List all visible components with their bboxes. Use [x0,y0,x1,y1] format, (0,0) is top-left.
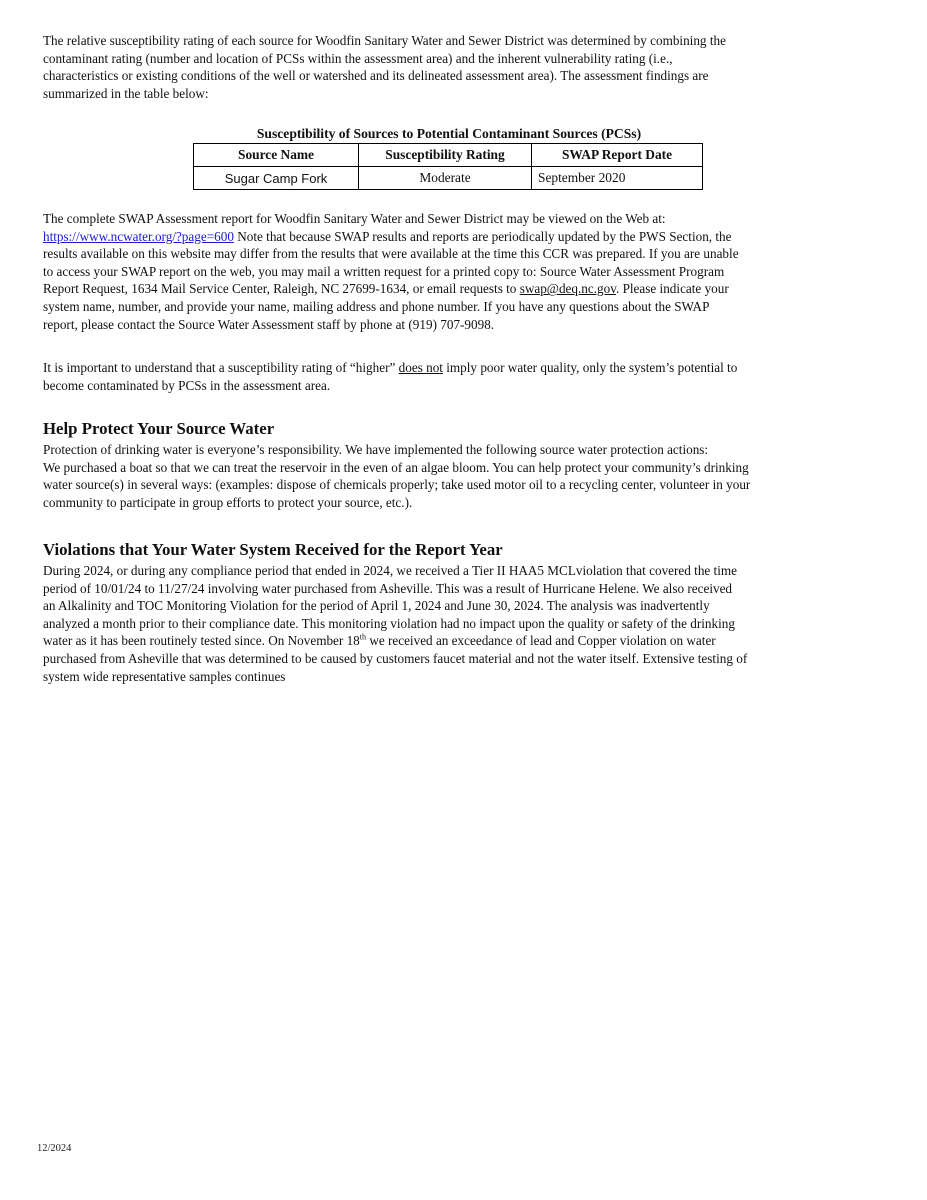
footer-date: 12/2024 [37,1143,72,1154]
column-header-source-name: Source Name [194,144,359,167]
intro-line: contaminant rating (number and location of PCSs within the assessment area) and the inherent vulnerability rating (i.e., [43,50,673,66]
swap-line: results available on this website may differ from the results that were available at the time this CCR was prepared. If you are unable [43,246,739,262]
intro-line: characteristics or existing conditions of the well or watershed and its delineated assessment area). The assessment findings are [43,68,709,84]
violations-line: period of 10/01/24 to 11/27/24 involving water purchased from Asheville. This was a result of Hurricane Helene. We also received [43,580,733,596]
column-header-swap-report-date: SWAP Report Date [532,144,703,167]
violations-line: system wide representative samples continues [43,668,286,684]
important-text: It is important to understand that a susceptibility rating of “higher” [43,360,399,375]
important-line: become contaminated by PCSs in the assessment area. [43,377,331,393]
swap-email-link[interactable]: swap@deq.nc.gov [519,281,616,297]
swap-report-link[interactable]: https://www.ncwater.org/?page=600 [43,228,234,244]
swap-line-text: . Please indicate your [615,281,729,297]
intro-line: The relative susceptibility rating of each source for Woodfin Sanitary Water and Sewer District was determined by combining the [43,33,726,48]
violations-paragraph [43,562,873,685]
table-row [194,167,703,190]
important-text: imply poor water quality, only the system’s potential to [442,360,738,375]
intro-paragraph [43,32,873,102]
swap-line: to access your SWAP report on the web, you may mail a written request for a printed copy to: Source Water Assessment Program [43,263,725,279]
violations-heading: Violations that Your Water System Received for the Report Year [43,540,503,559]
violations-line: purchased from Asheville that was determined to be caused by customers faucet material and not the water itself. Extensive testing of [43,650,748,666]
violations-line: During 2024, or during any compliance period that ended in 2024, we received a Tier II HAA5 MCLviolation that covered the time [43,563,737,578]
swap-line-text: Note that because SWAP results and reports are periodically updated by the PWS Section, the [233,228,732,244]
violations-line: analyzed a month prior to their compliance date. This monitoring violation had no impact upon the quality or safety of the drinking [43,615,735,631]
swap-line [43,228,873,246]
susceptibility-table [193,143,703,190]
column-header-susceptibility-rating: Susceptibility Rating [359,144,532,167]
swap-line-text: Report Request, 1634 Mail Service Center, Raleigh, NC 27699-1634, or email requests to [43,281,520,297]
table-caption: Susceptibility of Sources to Potential Contaminant Sources (PCSs) [256,126,642,141]
swap-line: The complete SWAP Assessment report for Woodfin Sanitary Water and Sewer District may be viewed on the Web at: [43,211,666,226]
swap-paragraph [43,210,873,333]
ordinal-suffix: th [359,632,367,642]
swap-line: system name, number, and provide your name, mailing address and phone number. If you have any questions about the SWAP [43,298,710,314]
swap-line [43,280,873,298]
cell-susceptibility-rating: Moderate [359,167,532,190]
violations-line: an Alkalinity and TOC Monitoring Violation for the period of April 1, 2024 and June 30, 2024. The analysis was inadvertently [43,598,710,614]
protect-line: We purchased a boat so that we can treat the reservoir in the even of an algae bloom. You can help protect your community’s drinking [43,459,749,475]
emphasis-does-not: does not [398,360,443,375]
protect-line: Protection of drinking water is everyone’s responsibility. We have implemented the following source water protection actions: [43,442,709,457]
violations-text: we received an exceedance of lead and Copper violation on water [366,633,716,649]
protect-line: community to participate in group efforts to protect your source, etc.). [43,494,413,510]
violations-line [43,632,873,650]
cell-swap-report-date: September 2020 [532,167,703,190]
protect-heading: Help Protect Your Source Water [43,419,275,438]
cell-source-name: Sugar Camp Fork [194,167,359,190]
intro-line: summarized in the table below: [43,85,209,101]
protect-paragraph [43,441,873,511]
important-line [43,359,873,377]
important-paragraph [43,359,873,394]
table-header-row [194,144,703,167]
protect-line: water source(s) in several ways: (examples: dispose of chemicals properly; take used motor oil to a recycling center, volunteer in your [43,477,751,493]
swap-line: report, please contact the Source Water Assessment staff by phone at (919) 707-9098. [43,316,495,332]
violations-text: water as it has been routinely tested since. On November 18 [43,633,360,649]
